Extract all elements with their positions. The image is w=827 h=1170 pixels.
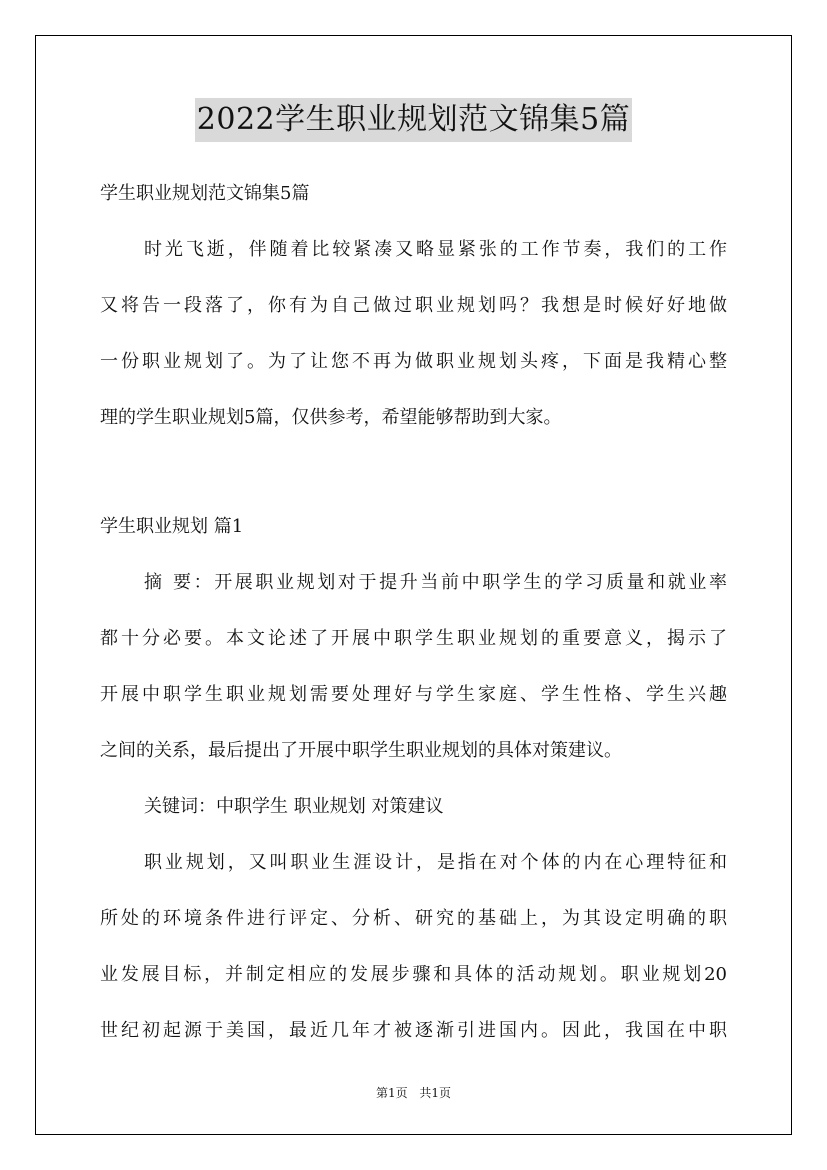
title-container <box>0 98 827 142</box>
page-total: 共1页 <box>419 1086 452 1100</box>
body-line: 职业规划，又叫职业生涯设计，是指在对个体的内在心理特征和 <box>144 852 727 873</box>
page-footer <box>0 1084 827 1102</box>
intro-line: 又将告一段落了，你有为自己做过职业规划吗？我想是时候好好地做 <box>100 295 727 316</box>
abstract-line: 开展中职学生职业规划需要处理好与学生家庭、学生性格、学生兴趣 <box>100 684 727 705</box>
intro-line: 理的学生职业规划5篇，仅供参考，希望能够帮助到大家。 <box>100 407 562 428</box>
body-line: 世纪初起源于美国，最近几年才被逐渐引进国内。因此，我国在中职 <box>100 1020 727 1041</box>
keywords-line: 关键词：中职学生 职业规划 对策建议 <box>144 796 444 817</box>
paragraph-gap <box>100 450 727 503</box>
body-line: 业发展目标，并制定相应的发展步骤和具体的活动规划。职业规划20 <box>100 964 727 985</box>
abstract-line: 都十分必要。本文论述了开展中职学生职业规划的重要意义，揭示了 <box>100 628 727 649</box>
document-body <box>100 170 727 1063</box>
intro-line: 时光飞逝，伴随着比较紧凑又略显紧张的工作节奏，我们的工作 <box>144 239 727 260</box>
body-line: 所处的环境条件进行评定、分析、研究的基础上，为其设定明确的职 <box>100 908 727 929</box>
page-number: 第1页 <box>375 1086 408 1100</box>
document-title: 2022学生职业规划范文锦集5篇 <box>195 98 632 142</box>
document-subtitle: 学生职业规划范文锦集5篇 <box>100 183 310 204</box>
section-heading: 学生职业规划 篇1 <box>100 516 244 537</box>
abstract-line: 之间的关系，最后提出了开展中职学生职业规划的具体对策建议。 <box>100 740 622 761</box>
intro-line: 一份职业规划了。为了让您不再为做职业规划头疼，下面是我精心整 <box>100 351 727 372</box>
abstract-line: 摘 要：开展职业规划对于提升当前中职学生的学习质量和就业率 <box>144 572 727 593</box>
